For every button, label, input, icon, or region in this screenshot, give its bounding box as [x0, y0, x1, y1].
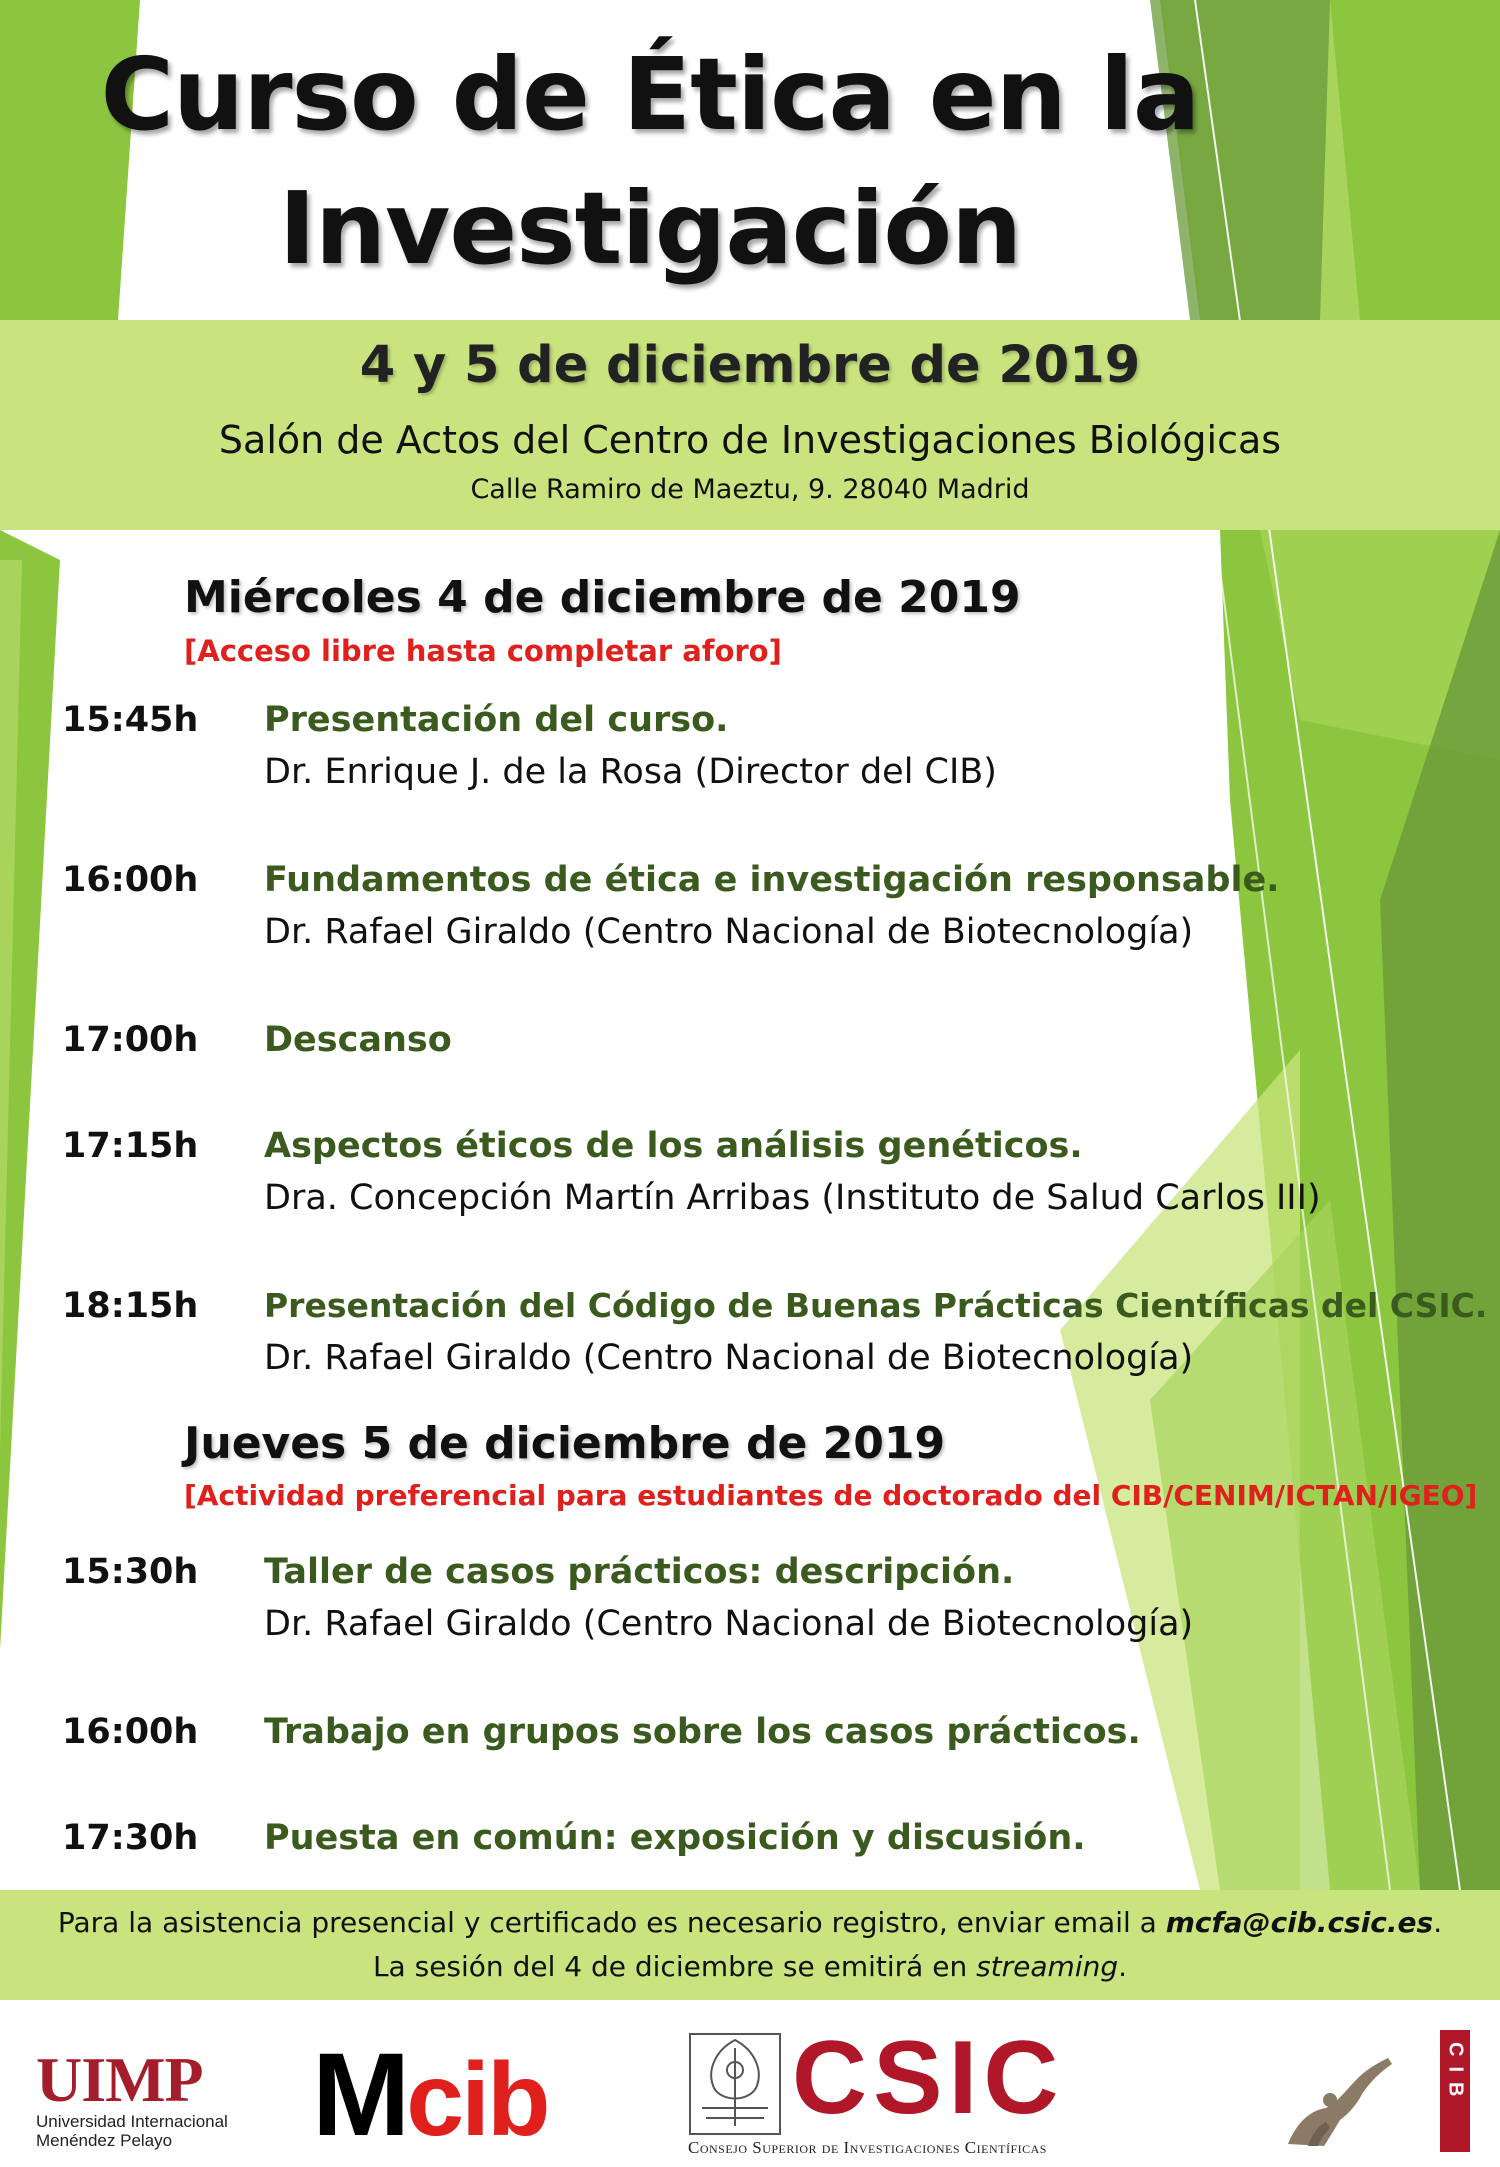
csic-emblem-icon [686, 2030, 784, 2138]
course-title-line1: Curso de Ética en la [100, 36, 1200, 153]
day2-note: [Actividad preferencial para estudiantes de doctorado del CIB/CENIM/ICTAN/IGEO] [184, 1479, 1478, 1512]
registration-text: Para la asistencia presencial y certificado es necesario registro, enviar email a [57, 1906, 1166, 1939]
csic-logo [686, 2020, 1216, 2160]
session-time: 16:00h [62, 860, 199, 900]
registration-line [0, 1906, 1500, 1939]
cib-logo [1440, 2030, 1470, 2152]
uimp-name-line1: Universidad Internacional [36, 2112, 228, 2131]
cib-logo-text: CIB [1444, 2042, 1467, 2107]
session-speaker: Dra. Concepción Martín Arribas (Instituto de Salud Carlos III) [264, 1178, 1321, 1218]
mcib-m: M [312, 2029, 407, 2161]
registration-suffix: . [1433, 1906, 1443, 1939]
streaming-text: La sesión del 4 de diciembre se emitirá en [372, 1950, 977, 1983]
cib-statue-icon [1268, 2050, 1408, 2150]
session-time: 16:00h [62, 1712, 199, 1752]
uimp-logo [36, 2044, 256, 2150]
session-speaker: Dr. Rafael Giraldo (Centro Nacional de Biotecnología) [264, 1338, 1194, 1378]
day2-heading: Jueves 5 de diciembre de 2019 [184, 1418, 946, 1469]
csic-subtitle: Consejo Superior de Investigaciones Científicas [688, 2138, 1047, 2157]
event-venue: Salón de Actos del Centro de Investigaciones Biológicas [218, 418, 1282, 462]
day1-note: [Acceso libre hasta completar aforo] [184, 634, 782, 668]
session-title: Presentación del curso. [264, 700, 729, 740]
session-speaker: Dr. Enrique J. de la Rosa (Director del CIB) [264, 752, 997, 792]
session-title: Aspectos éticos de los análisis genéticos. [264, 1126, 1083, 1166]
streaming-word: streaming [976, 1950, 1119, 1983]
course-title-line2: Investigación [278, 170, 1022, 287]
event-date: 4 y 5 de diciembre de 2019 [359, 336, 1141, 395]
session-title: Taller de casos prácticos: descripción. [264, 1552, 1015, 1592]
session-time: 17:15h [62, 1126, 199, 1166]
session-time: 17:00h [62, 1020, 199, 1060]
session-title: Descanso [264, 1020, 452, 1060]
session-speaker: Dr. Rafael Giraldo (Centro Nacional de Biotecnología) [264, 912, 1194, 952]
registration-email[interactable]: mcfa@cib.csic.es [1165, 1906, 1434, 1939]
csic-acronym: CSIC [792, 2020, 1065, 2136]
session-time: 17:30h [62, 1818, 199, 1858]
day1-heading: Miércoles 4 de diciembre de 2019 [184, 572, 1021, 623]
event-address: Calle Ramiro de Maeztu, 9. 28040 Madrid [470, 474, 1030, 505]
mcib-logo [312, 2029, 642, 2161]
session-time: 15:30h [62, 1552, 199, 1592]
session-speaker: Dr. Rafael Giraldo (Centro Nacional de Biotecnología) [264, 1604, 1194, 1644]
session-time: 18:15h [62, 1286, 199, 1326]
session-time: 15:45h [62, 700, 199, 740]
uimp-acronym: UIMP [36, 2044, 203, 2115]
mcib-cib: cib [406, 2042, 548, 2158]
session-title: Trabajo en grupos sobre los casos prácticos. [264, 1712, 1141, 1752]
session-title: Puesta en común: exposición y discusión. [264, 1818, 1086, 1858]
uimp-name-line2: Menéndez Pelayo [36, 2131, 173, 2150]
session-title: Fundamentos de ética e investigación responsable. [264, 860, 1280, 900]
session-title: Presentación del Código de Buenas Prácticas Científicas del CSIC. [264, 1286, 1488, 1325]
streaming-line [0, 1950, 1500, 1983]
streaming-suffix: . [1118, 1950, 1128, 1983]
